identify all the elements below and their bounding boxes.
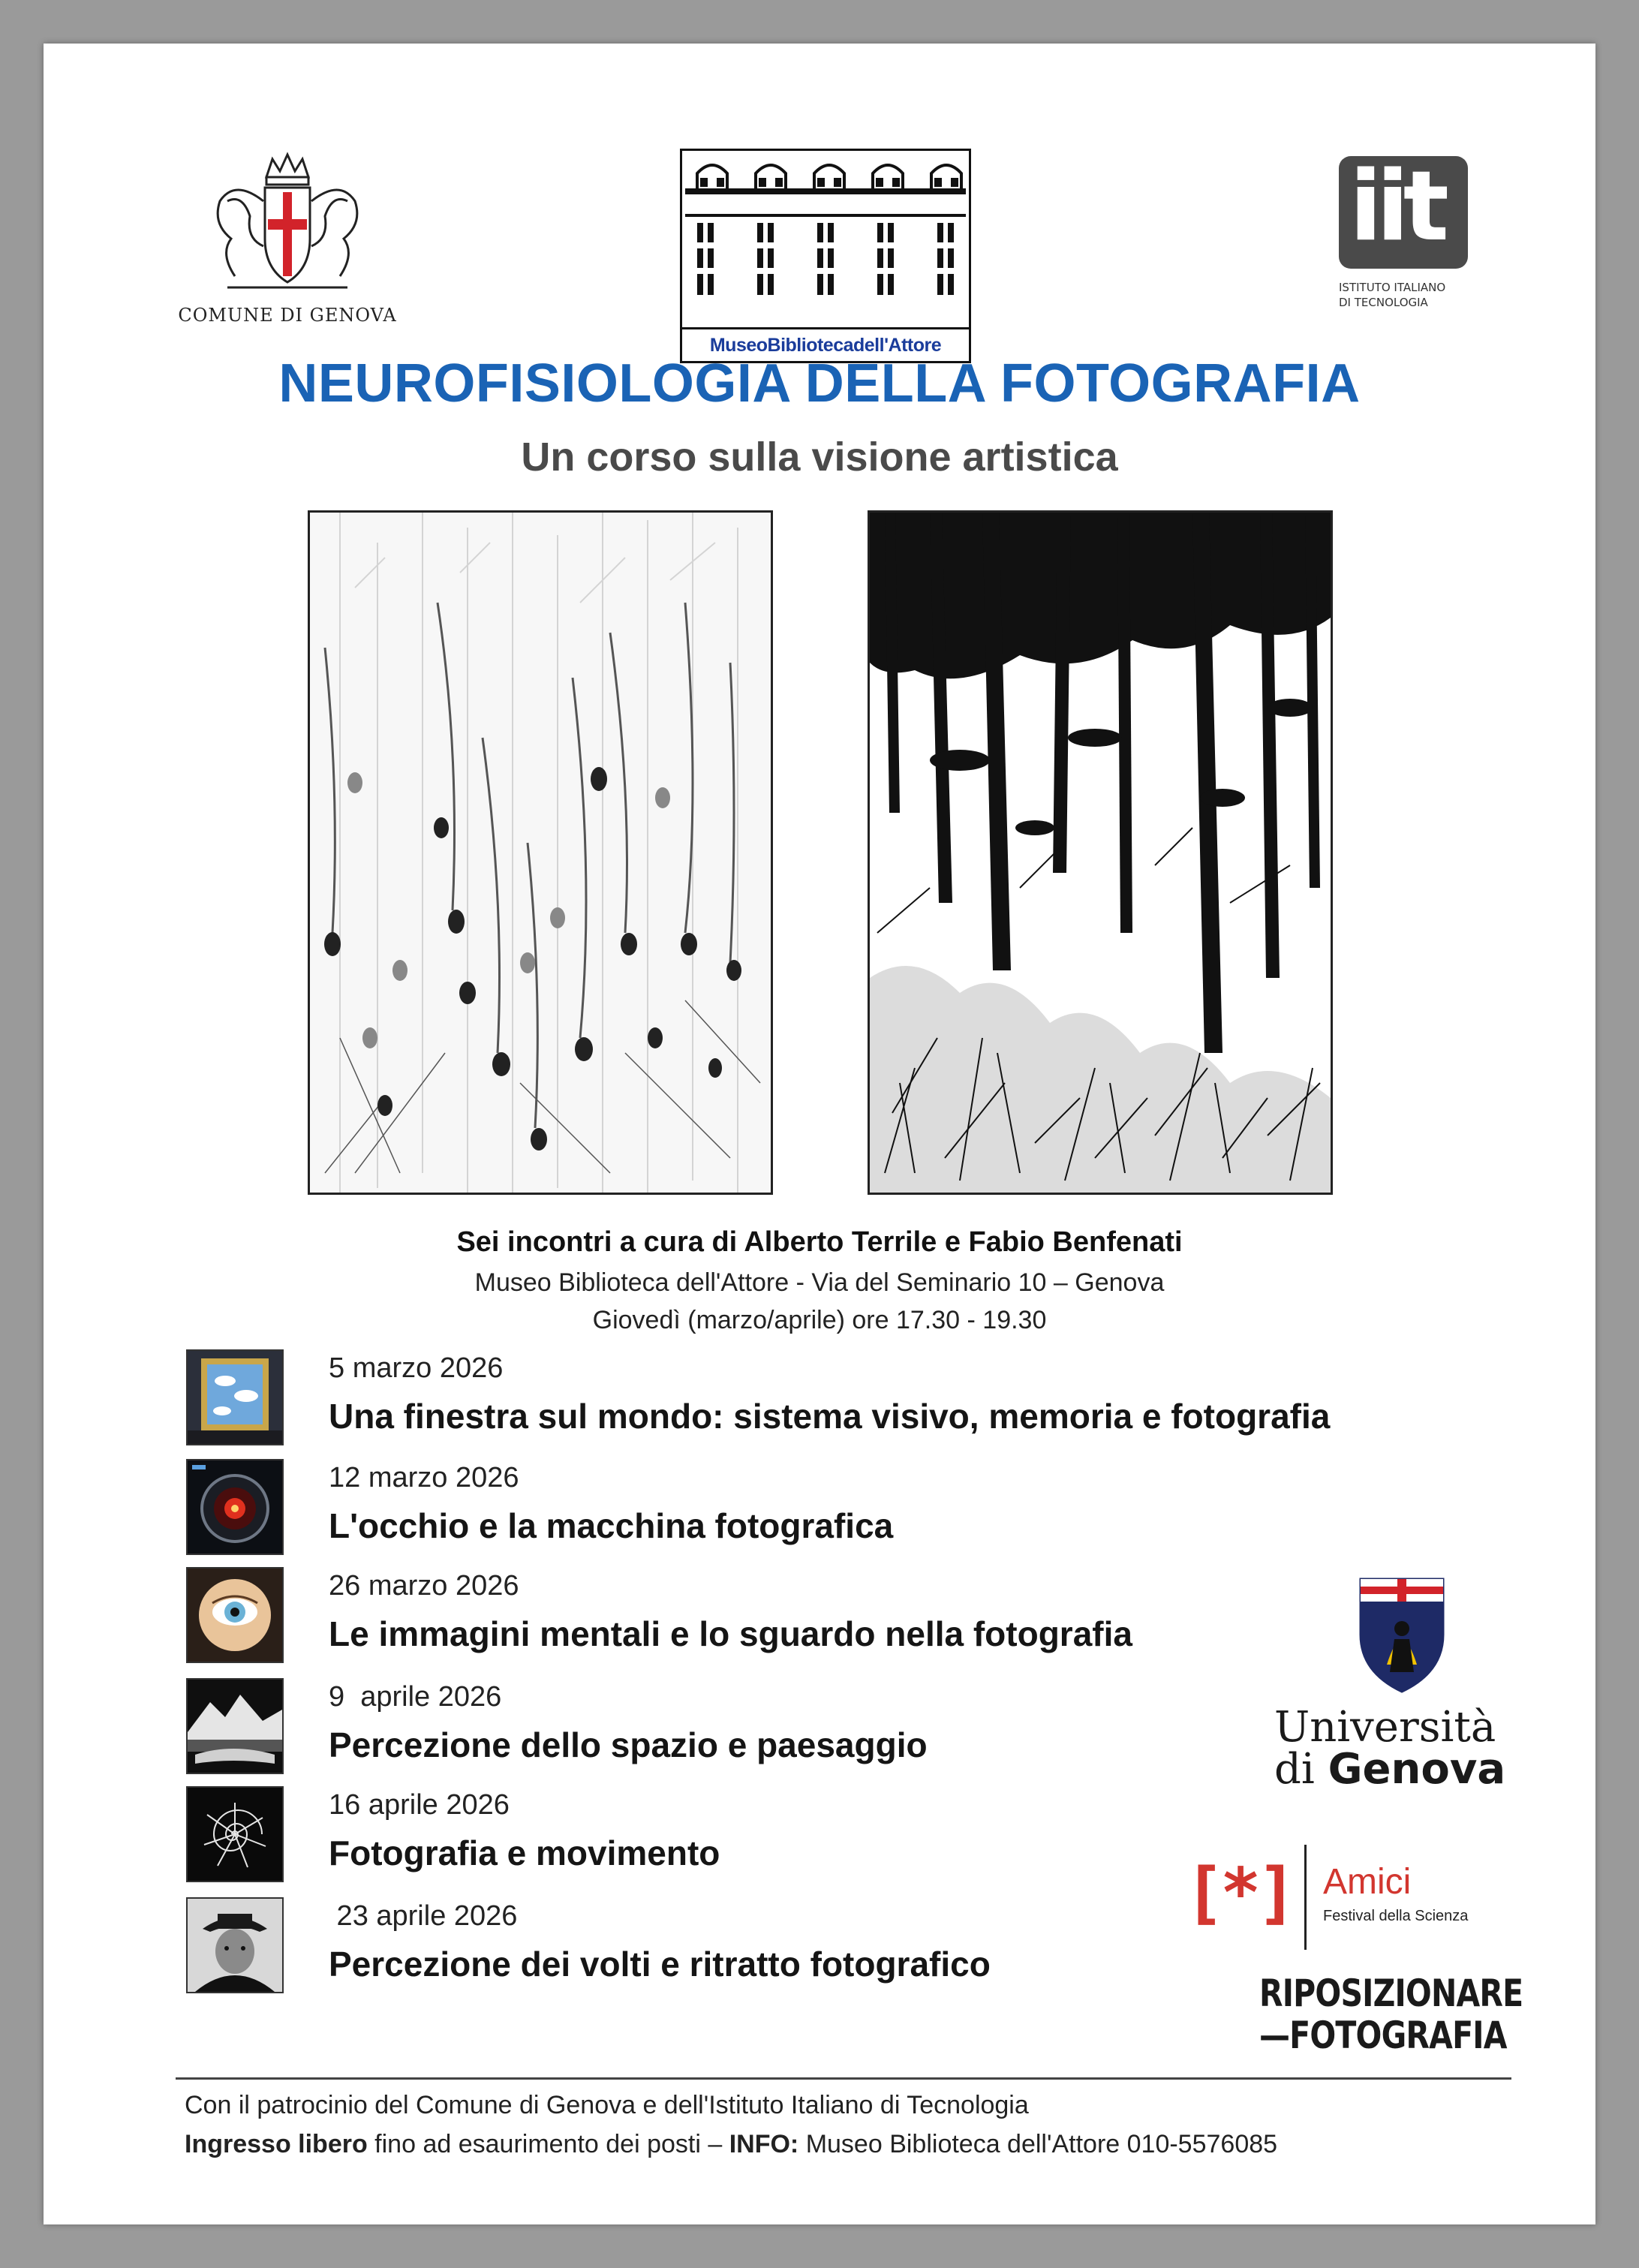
museo-logo-text: MuseoBibliotecadell'Attore: [709, 334, 942, 356]
info-label: INFO:: [729, 2130, 799, 2158]
session-date: 26 marzo 2026: [329, 1570, 519, 1602]
poster-title: NEUROFISIOLOGIA DELLA FOTOGRAFIA: [278, 353, 1361, 414]
mountain-landscape-thumbnail: [186, 1678, 284, 1774]
museo-building-icon: [682, 151, 969, 331]
portrait-hat-thumbnail: [186, 1897, 284, 1993]
iit-caption-line2: DI TECNOLOGIA: [1339, 295, 1428, 309]
neurons-photo: [308, 510, 773, 1195]
amici-bracket-mark: [*]: [1184, 1854, 1293, 1933]
entry-info-line: [185, 2130, 1277, 2159]
session-item: [186, 1567, 1357, 1665]
unige-name: [1274, 1703, 1529, 1794]
course-schedule: Giovedì (marzo/aprile) ore 17.30 - 19.30: [592, 1306, 1047, 1334]
riposizionare-fotografia-logo: [1259, 1972, 1544, 2056]
session-topic: Le immagini mentali e lo sguardo nella fotografia: [329, 1614, 1132, 1653]
unige-genova: Genova: [1328, 1745, 1506, 1794]
session-item: [186, 1459, 1357, 1557]
session-item: [186, 1897, 1357, 1995]
hal-camera-eye-thumbnail: [186, 1459, 284, 1555]
ripos-line1: RIPOSIZIONARE: [1259, 1972, 1523, 2015]
course-organizers: Sei incontri a cura di Alberto Terrile e Fabio Benfenati: [456, 1226, 1183, 1258]
amici-festival-logo: [1184, 1845, 1537, 1950]
session-date: 23 aprile 2026: [329, 1900, 518, 1932]
iit-logo-mark: [1339, 151, 1468, 269]
neurons-drawing: [310, 513, 771, 1193]
iit-logo-caption: [1339, 281, 1489, 310]
nautilus-shell-thumbnail: [186, 1786, 284, 1882]
snowy-forest-photo: [868, 510, 1333, 1195]
session-topic: Fotografia e movimento: [329, 1833, 720, 1872]
magritte-window-thumbnail: [186, 1349, 284, 1445]
session-date: 9 aprile 2026: [329, 1681, 502, 1713]
amici-subtitle: Festival della Scienza: [1323, 1908, 1469, 1924]
session-item: [186, 1349, 1357, 1447]
session-date: 16 aprile 2026: [329, 1789, 510, 1821]
comune-caption: COMUNE DI GENOVA: [178, 305, 397, 326]
iit-caption-line1: ISTITUTO ITALIANO: [1339, 281, 1446, 294]
snowy-forest-drawing: [870, 513, 1331, 1193]
unige-shield-icon: [1274, 1575, 1529, 1695]
session-date: 12 marzo 2026: [329, 1462, 519, 1493]
poster-subtitle: Un corso sulla visione artistica: [521, 435, 1118, 480]
unige-di: di: [1274, 1745, 1328, 1794]
unige-line2: [1274, 1745, 1529, 1794]
course-venue: Museo Biblioteca dell'Attore - Via del Seminario 10 – Genova: [474, 1268, 1165, 1297]
entry-text: fino ad esaurimento dei posti –: [367, 2130, 729, 2158]
entry-label: Ingresso libero: [185, 2130, 368, 2158]
session-item: [186, 1786, 1357, 1884]
iit-logo-letters: iit: [1349, 151, 1443, 263]
genova-crest-icon: [197, 149, 377, 299]
ripos-line2: —FOTOGRAFIA: [1259, 2014, 1507, 2057]
poster-sheet: [44, 44, 1595, 2224]
comune-di-genova-logo: [164, 149, 411, 374]
amici-divider: [1304, 1845, 1307, 1950]
session-topic: Una finestra sul mondo: sistema visivo, memoria e fotografia: [329, 1397, 1331, 1436]
session-topic: L'occhio e la macchina fotografica: [329, 1506, 894, 1545]
eye-painting-thumbnail: [186, 1567, 284, 1663]
session-date: 5 marzo 2026: [329, 1352, 504, 1384]
session-topic: Percezione dello spazio e paesaggio: [329, 1725, 928, 1764]
unige-line1: Università: [1274, 1703, 1496, 1752]
amici-label: Amici: [1323, 1862, 1412, 1902]
footer-divider: [176, 2077, 1511, 2080]
session-topic: Percezione dei volti e ritratto fotografico: [329, 1945, 991, 1984]
info-text: Museo Biblioteca dell'Attore 010-5576085: [798, 2130, 1278, 2158]
museo-biblioteca-logo: [680, 149, 974, 366]
session-item: [186, 1678, 1357, 1776]
iit-logo: [1339, 151, 1489, 366]
museo-logo-frame: [680, 149, 971, 363]
universita-genova-logo: [1274, 1575, 1529, 1815]
patronage-line: Con il patrocinio del Comune di Genova e dell'Istituto Italiano di Tecnologia: [185, 2091, 1029, 2119]
